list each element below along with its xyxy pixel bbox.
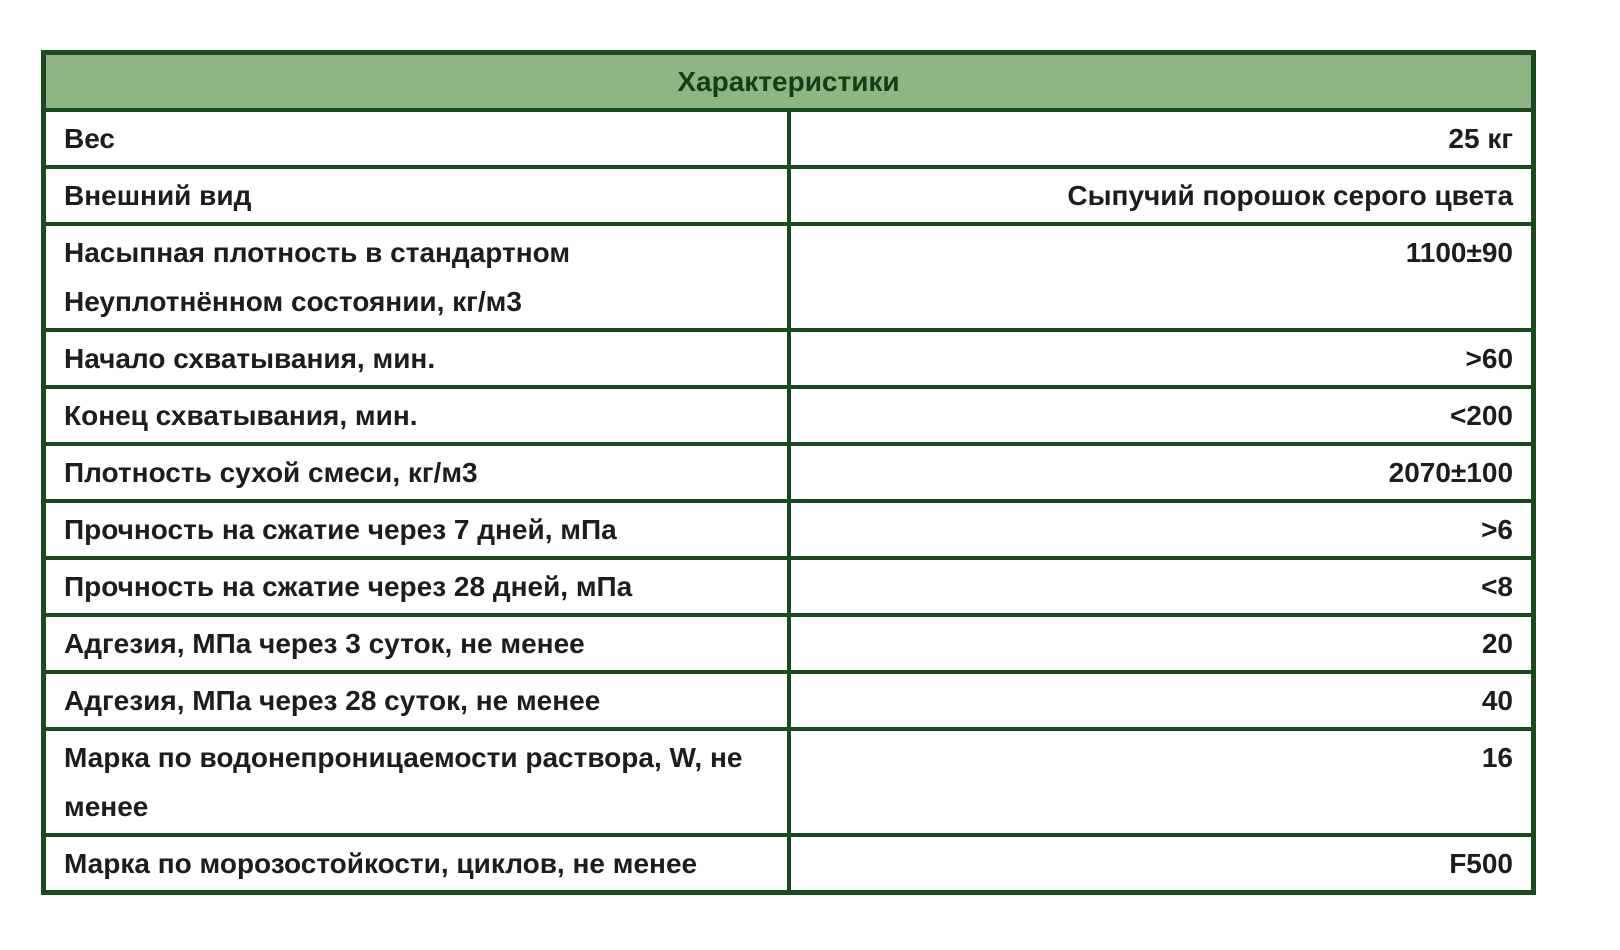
row-label: Прочность на сжатие через 28 дней, мПа — [44, 558, 789, 615]
row-label: Внешний вид — [44, 167, 789, 224]
table-row — [44, 729, 1534, 835]
table-row — [44, 110, 1534, 167]
row-label: Плотность сухой смеси, кг/м3 — [44, 444, 789, 501]
table-row — [44, 558, 1534, 615]
row-label: Вес — [44, 110, 789, 167]
row-value: 1100±90 — [789, 224, 1534, 330]
table-row — [44, 330, 1534, 387]
row-label: Конец схватывания, мин. — [44, 387, 789, 444]
row-value: 40 — [789, 672, 1534, 729]
row-label: Марка по морозостойкости, циклов, не менее — [44, 835, 789, 893]
table-row — [44, 501, 1534, 558]
row-value: 25 кг — [789, 110, 1534, 167]
row-value: 16 — [789, 729, 1534, 835]
row-value: 2070±100 — [789, 444, 1534, 501]
table-header: Характеристики — [44, 53, 1534, 111]
row-value: Сыпучий порошок серого цвета — [789, 167, 1534, 224]
row-label: Насыпная плотность в стандартном Неуплотнённом состоянии, кг/м3 — [44, 224, 789, 330]
row-label: Марка по водонепроницаемости раствора, W, не менее — [44, 729, 789, 835]
row-value: >6 — [789, 501, 1534, 558]
row-value: <8 — [789, 558, 1534, 615]
table-row — [44, 672, 1534, 729]
table-header-row — [44, 53, 1534, 111]
row-value: 20 — [789, 615, 1534, 672]
characteristics-table-container — [41, 50, 1531, 895]
table-row — [44, 167, 1534, 224]
row-label: Прочность на сжатие через 7 дней, мПа — [44, 501, 789, 558]
row-value: F500 — [789, 835, 1534, 893]
row-label: Адгезия, МПа через 28 суток, не менее — [44, 672, 789, 729]
row-value: >60 — [789, 330, 1534, 387]
table-row — [44, 387, 1534, 444]
row-label: Адгезия, МПа через 3 суток, не менее — [44, 615, 789, 672]
characteristics-table — [41, 50, 1536, 895]
table-row — [44, 444, 1534, 501]
row-label: Начало схватывания, мин. — [44, 330, 789, 387]
row-value: <200 — [789, 387, 1534, 444]
table-row — [44, 224, 1534, 330]
table-row — [44, 615, 1534, 672]
table-row — [44, 835, 1534, 893]
